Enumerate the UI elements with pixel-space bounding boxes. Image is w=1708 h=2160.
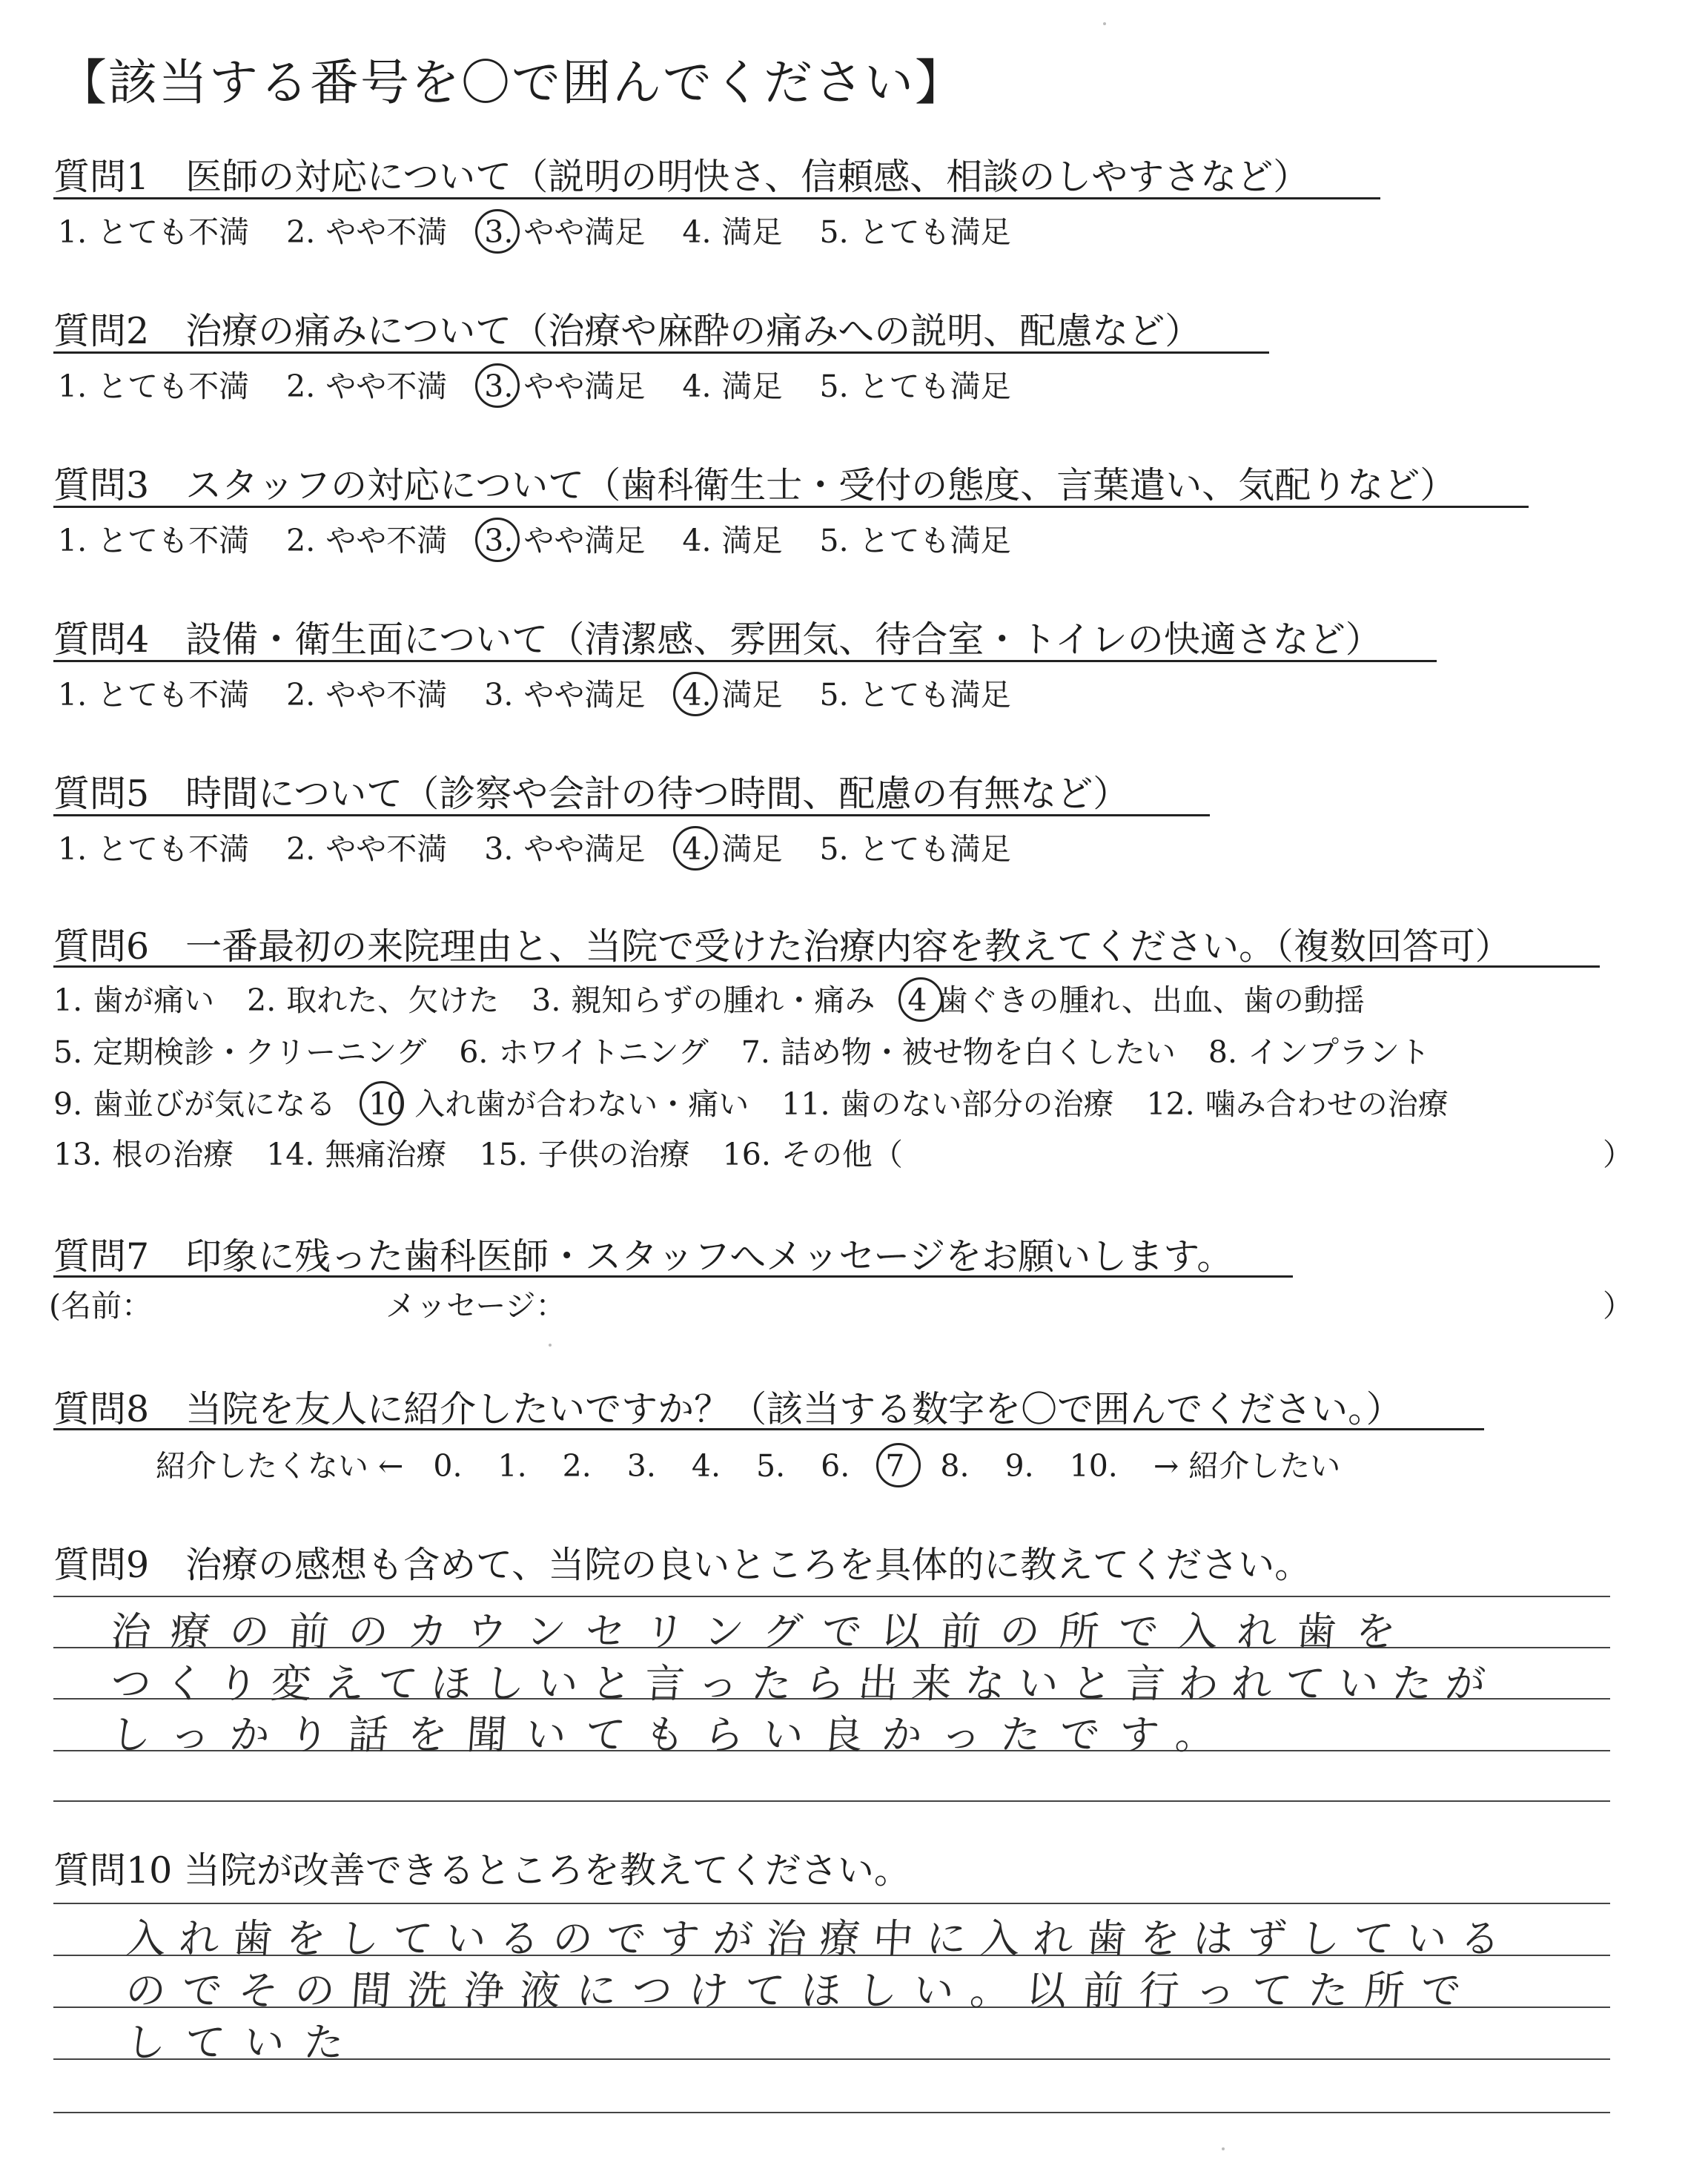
q5-label: 質問5 時間について（診察や会計の待つ時間、配慮の有無など） xyxy=(53,773,1130,815)
q1-option-1[interactable] xyxy=(58,208,249,251)
q6-label: 質問6 一番最初の来院理由と、当院で受けた治療内容を教えてください。（複数回答可） xyxy=(53,925,1512,968)
q3-option-1[interactable] xyxy=(58,516,249,560)
q6-option[interactable] xyxy=(53,1028,426,1071)
q4-option-1[interactable] xyxy=(58,670,249,714)
option-number: 3. xyxy=(484,831,514,867)
q8-scale-9[interactable] xyxy=(1004,1448,1033,1484)
option-number: 8. xyxy=(1208,1034,1237,1070)
q5-option-1[interactable] xyxy=(58,825,249,868)
q4-rule xyxy=(53,660,1437,662)
q8-scale-2[interactable] xyxy=(563,1448,592,1484)
q3-option-3-circled[interactable] xyxy=(484,516,645,560)
q1-label: 質問1 医師の対応について（説明の明快さ、信頼感、相談のしやすさなど） xyxy=(53,156,1310,198)
option-text: 子供の治療 xyxy=(537,1137,690,1172)
q3-options xyxy=(58,516,1048,560)
q6-option[interactable] xyxy=(53,976,214,1020)
scale-number: 2. xyxy=(562,1448,592,1484)
q3-label: 質問3 スタッフの対応について（歯科衛生士・受付の態度、言葉遣い、気配りなど） xyxy=(53,464,1457,506)
q6-options-line xyxy=(53,976,1397,1020)
option-number: 5. xyxy=(53,1034,83,1070)
q6-option[interactable] xyxy=(1147,1080,1449,1123)
scale-number: 10. xyxy=(1069,1448,1118,1484)
option-number: 3. xyxy=(484,214,514,250)
q6-option[interactable] xyxy=(741,1028,1176,1071)
option-text: やや満足 xyxy=(523,214,646,250)
option-text: ホワイトニング xyxy=(498,1034,709,1070)
q1-option-4[interactable] xyxy=(682,208,782,251)
scan-speck xyxy=(1222,2147,1225,2150)
scale-number: 3. xyxy=(626,1448,656,1484)
option-number: 14. xyxy=(266,1137,315,1172)
q10-answer-line: 入れ歯をしているのですが治療中に入れ歯をはずしている xyxy=(124,1915,1515,1962)
scan-speck xyxy=(549,1344,552,1347)
q8-scale-5[interactable] xyxy=(756,1448,785,1484)
q10-ruled-line xyxy=(53,1903,1610,1904)
q3-rule xyxy=(53,506,1529,508)
option-text: やや不満 xyxy=(325,831,448,867)
option-number: 2. xyxy=(286,831,316,867)
q4-option-2[interactable] xyxy=(286,670,447,714)
option-number: 7. xyxy=(741,1034,770,1070)
option-text: 入れ歯が合わない・痛い xyxy=(414,1086,749,1122)
option-text: とても不満 xyxy=(97,677,250,713)
option-text: その他（ xyxy=(781,1137,903,1172)
q6-option[interactable] xyxy=(723,1130,903,1174)
scale-number: 8. xyxy=(940,1448,970,1484)
q1-options xyxy=(58,208,1048,251)
q6-option[interactable] xyxy=(53,1130,234,1174)
q9-answer-line: つくり変えてほしいと言ったら出来ないと言われていたが xyxy=(109,1660,1500,1707)
q8-scale-6[interactable] xyxy=(821,1448,850,1484)
option-number: 1. xyxy=(58,831,87,867)
q6-option-circled[interactable] xyxy=(368,1080,749,1123)
option-number: 2. xyxy=(286,369,316,404)
option-number: 4. xyxy=(682,369,712,404)
q6-close-paren: ） xyxy=(1603,1137,1633,1172)
option-number: 3. xyxy=(532,982,561,1018)
q9-ruled-line xyxy=(53,1596,1610,1597)
option-number: 5. xyxy=(819,677,849,713)
q4-option-5[interactable] xyxy=(820,670,1011,714)
q1-option-3-circled[interactable] xyxy=(484,208,645,251)
q1-rule xyxy=(53,197,1380,199)
option-number: 4. xyxy=(682,831,712,867)
q9-label: 質問9 治療の感想も含めて、当院の良いところを具体的に教えてください。 xyxy=(53,1544,1311,1586)
option-number: 1. xyxy=(58,369,87,404)
option-number: 5. xyxy=(819,831,849,867)
option-number: 2. xyxy=(247,982,277,1018)
option-text: インプラント xyxy=(1248,1034,1430,1070)
option-number: 3. xyxy=(484,677,514,713)
q2-options xyxy=(58,362,1048,406)
option-text: やや不満 xyxy=(325,214,448,250)
q8-scale-7-circled[interactable] xyxy=(885,1448,904,1484)
option-number: 10 xyxy=(368,1086,405,1122)
option-text: 無痛治療 xyxy=(325,1137,447,1172)
option-text: やや満足 xyxy=(523,677,646,713)
scan-speck xyxy=(1103,22,1106,25)
option-number: 5. xyxy=(819,523,849,558)
option-text: とても満足 xyxy=(858,677,1011,713)
q6-option[interactable] xyxy=(247,976,499,1020)
q8-scale-0[interactable] xyxy=(433,1448,462,1484)
q4-label: 質問4 設備・衛生面について（清潔感、雰囲気、待合室・トイレの快適さなど） xyxy=(53,618,1382,661)
q8-right-label: → 紹介したい xyxy=(1153,1448,1341,1484)
q8-scale xyxy=(156,1441,1340,1485)
q8-scale-10[interactable] xyxy=(1070,1448,1118,1484)
option-text: 取れた、欠けた xyxy=(286,982,500,1018)
option-number: 1. xyxy=(58,523,87,558)
q2-rule xyxy=(53,351,1269,354)
option-text: 満足 xyxy=(721,523,783,558)
q3-option-2[interactable] xyxy=(286,516,447,560)
option-text: やや不満 xyxy=(325,369,448,404)
option-number: 3. xyxy=(484,523,514,558)
option-text: とても満足 xyxy=(858,369,1011,404)
q6-options-line xyxy=(53,1028,1463,1071)
scale-number: 0. xyxy=(433,1448,463,1484)
scale-number: 9. xyxy=(1004,1448,1034,1484)
q10-answer-line: していた xyxy=(124,2019,365,2066)
q4-option-3[interactable] xyxy=(484,670,645,714)
option-number: 2. xyxy=(286,523,316,558)
q4-option-4-circled[interactable] xyxy=(682,670,782,714)
q10-label: 質問10 当院が改善できるところを教えてください。 xyxy=(53,1849,910,1892)
q6-options-line xyxy=(53,1130,936,1174)
option-text: とても不満 xyxy=(97,831,250,867)
q1-option-5[interactable] xyxy=(820,208,1011,251)
q8-left-label: 紹介したくない ← xyxy=(156,1448,404,1484)
q9-answer-line: 治療の前のカウンセリングで以前の所で入れ歯を xyxy=(109,1608,1417,1655)
option-text: とても満足 xyxy=(858,214,1011,250)
q5-option-5[interactable] xyxy=(820,825,1011,868)
option-text: とても不満 xyxy=(97,369,250,404)
option-text: とても不満 xyxy=(97,214,250,250)
option-number: 15. xyxy=(479,1137,528,1172)
q8-scale-numbers xyxy=(433,1448,1153,1484)
option-number: 4. xyxy=(682,214,712,250)
option-text: やや満足 xyxy=(523,523,646,558)
option-text: 根の治療 xyxy=(112,1137,234,1172)
option-text: 親知らずの腫れ・痛み xyxy=(571,982,875,1018)
q2-option-3-circled[interactable] xyxy=(484,362,645,406)
option-text: 満足 xyxy=(721,831,783,867)
q8-label: 質問8 当院を友人に紹介したいですか？（該当する数字を〇で囲んでください。） xyxy=(53,1388,1403,1430)
option-text: 歯並びが気になる xyxy=(93,1086,337,1122)
scale-number: 7 xyxy=(885,1448,905,1484)
option-text: 噛み合わせの治療 xyxy=(1205,1086,1449,1122)
option-number: 4. xyxy=(682,677,712,713)
q6-option[interactable] xyxy=(479,1130,689,1174)
option-text: 定期検診・クリーニング xyxy=(93,1034,427,1070)
q8-rule xyxy=(53,1428,1484,1430)
q7-label: 質問7 印象に残った歯科医師・スタッフへメッセージをお願いします。 xyxy=(53,1235,1234,1278)
option-number: 9. xyxy=(53,1086,83,1122)
option-text: やや不満 xyxy=(325,677,448,713)
q8-scale-4[interactable] xyxy=(692,1448,721,1484)
q2-option-2[interactable] xyxy=(286,362,447,406)
option-number: 11. xyxy=(781,1086,830,1122)
option-number: 13. xyxy=(53,1137,102,1172)
q7-close-paren: ） xyxy=(1603,1288,1633,1324)
option-text: 満足 xyxy=(721,677,783,713)
scale-number: 5. xyxy=(756,1448,786,1484)
scale-number: 4. xyxy=(691,1448,721,1484)
q6-option[interactable] xyxy=(459,1028,708,1071)
option-text: やや不満 xyxy=(325,523,448,558)
option-text: とても満足 xyxy=(858,523,1011,558)
option-number: 4 xyxy=(907,982,927,1018)
option-text: 詰め物・被せ物を白くしたい xyxy=(780,1034,1176,1070)
option-text: やや満足 xyxy=(523,369,646,404)
option-number: 5. xyxy=(819,214,849,250)
q5-option-4-circled[interactable] xyxy=(682,825,782,868)
q6-option[interactable] xyxy=(532,976,875,1020)
q6-options-line xyxy=(53,1080,1481,1123)
option-number: 16. xyxy=(722,1137,771,1172)
q6-rule xyxy=(53,965,1600,968)
q6-option[interactable] xyxy=(53,1080,336,1123)
q7-name-label: (名前： xyxy=(49,1288,152,1324)
q6-option[interactable] xyxy=(781,1080,1113,1123)
option-text: 歯が痛い xyxy=(93,982,215,1018)
option-text: とても満足 xyxy=(858,831,1011,867)
q2-option-5[interactable] xyxy=(820,362,1011,406)
option-text: とても不満 xyxy=(97,523,250,558)
option-number: 4. xyxy=(682,523,712,558)
q5-option-2[interactable] xyxy=(286,825,447,868)
option-number: 5. xyxy=(819,369,849,404)
q2-label: 質問2 治療の痛みについて（治療や麻酔の痛みへの説明、配慮など） xyxy=(53,310,1202,352)
q9-ruled-line xyxy=(53,1800,1610,1802)
option-number: 1. xyxy=(58,214,87,250)
q7-message-label: メッセージ： xyxy=(385,1288,566,1324)
option-text: 歯のない部分の治療 xyxy=(840,1086,1114,1122)
scale-number: 6. xyxy=(821,1448,850,1484)
option-text: やや満足 xyxy=(523,831,646,867)
q8-scale-3[interactable] xyxy=(627,1448,656,1484)
option-number: 12. xyxy=(1146,1086,1195,1122)
option-number: 1. xyxy=(58,677,87,713)
q2-option-4[interactable] xyxy=(682,362,782,406)
q7-rule xyxy=(53,1275,1293,1278)
q10-answer-line: のでその間洗浄液につけてほしい。以前行ってた所で xyxy=(124,1967,1479,2014)
q3-option-4[interactable] xyxy=(682,516,782,560)
q5-options xyxy=(58,825,1048,868)
q5-option-3[interactable] xyxy=(484,825,645,868)
q3-option-5[interactable] xyxy=(820,516,1011,560)
scale-number: 1. xyxy=(497,1448,527,1484)
option-text: 歯ぐきの腫れ、出血、歯の動揺 xyxy=(937,982,1365,1018)
q9-answer-line: しっかり話を聞いてもらい良かったです。 xyxy=(109,1711,1237,1758)
option-number: 3. xyxy=(484,369,514,404)
option-number: 6. xyxy=(459,1034,489,1070)
q1-option-2[interactable] xyxy=(286,208,447,251)
option-text: 満足 xyxy=(721,214,783,250)
option-number: 1. xyxy=(53,982,83,1018)
q6-option[interactable] xyxy=(266,1130,446,1174)
option-text: 満足 xyxy=(721,369,783,404)
q6-option-circled[interactable] xyxy=(907,976,1365,1020)
q2-option-1[interactable] xyxy=(58,362,249,406)
q10-ruled-line xyxy=(53,2112,1610,2113)
option-number: 2. xyxy=(286,677,316,713)
q4-options xyxy=(58,670,1048,714)
q8-scale-1[interactable] xyxy=(498,1448,527,1484)
q5-rule xyxy=(53,814,1210,816)
q6-option[interactable] xyxy=(1208,1028,1430,1071)
q8-scale-8[interactable] xyxy=(940,1448,969,1484)
option-number: 2. xyxy=(286,214,316,250)
page-title: 【該当する番号を〇で囲んでください】 xyxy=(58,54,965,111)
